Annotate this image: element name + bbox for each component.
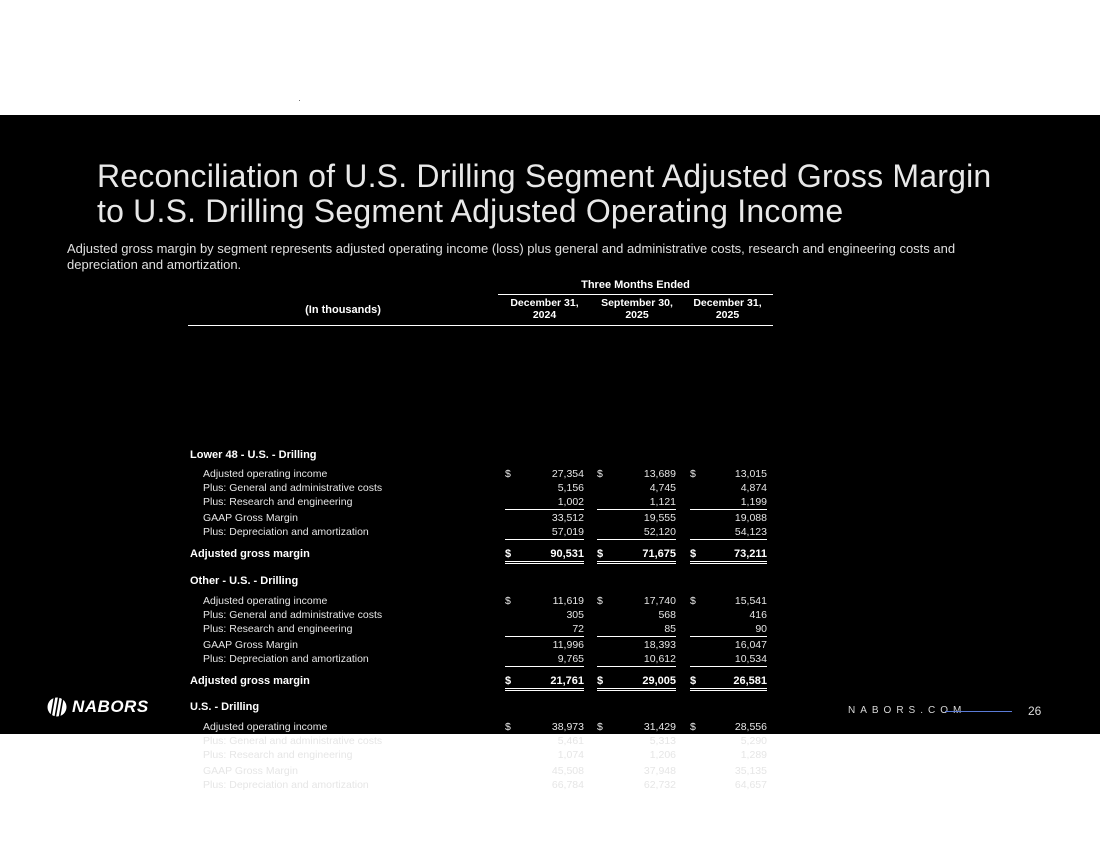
cell-value: 54,123 bbox=[690, 525, 767, 540]
cell-value: 5,290 bbox=[740, 735, 767, 747]
period-header-rule bbox=[498, 294, 773, 295]
row-label: Adjusted operating income bbox=[203, 595, 328, 607]
website-url: NABORS.COM bbox=[848, 705, 967, 716]
section-title: Other - U.S. - Drilling bbox=[190, 575, 299, 587]
cell-value: 305 bbox=[566, 609, 584, 621]
row-label: Plus: Research and engineering bbox=[203, 623, 353, 635]
row-label: Plus: Research and engineering bbox=[203, 749, 353, 761]
cell-value: 27,354 bbox=[551, 468, 584, 480]
nabors-logo-mark-icon bbox=[47, 697, 67, 717]
cell-value: 5,313 bbox=[649, 735, 676, 747]
cell-value: 52,120 bbox=[597, 525, 676, 540]
cell-value: 10,534 bbox=[690, 652, 767, 667]
table-row bbox=[188, 594, 773, 608]
cell-value: 28,556 bbox=[734, 721, 767, 733]
cell-value: 18,393 bbox=[643, 639, 676, 651]
total-value: 90,531 bbox=[505, 547, 584, 564]
cell-value: 416 bbox=[749, 609, 767, 621]
row-label: Plus: Research and engineering bbox=[203, 496, 353, 508]
cell-value: 10,612 bbox=[597, 652, 676, 667]
cell-value: 90 bbox=[690, 622, 767, 637]
cell-value: 45,508 bbox=[551, 765, 584, 777]
table-row bbox=[188, 511, 773, 525]
row-label: Plus: Depreciation and amortization bbox=[203, 653, 369, 665]
cell-value: 4,745 bbox=[649, 482, 676, 494]
cell-value: 35,135 bbox=[734, 765, 767, 777]
footer-accent-line bbox=[945, 711, 1012, 712]
cell-value: 9,765 bbox=[505, 652, 584, 667]
currency-symbol: $ bbox=[597, 721, 603, 733]
column-header bbox=[688, 297, 767, 321]
table-row bbox=[188, 638, 773, 652]
currency-symbol: $ bbox=[690, 595, 696, 607]
currency-symbol: $ bbox=[690, 468, 696, 480]
cell-value: 1,199 bbox=[690, 495, 767, 510]
total-label: Adjusted gross margin bbox=[190, 801, 310, 813]
section-title-row bbox=[188, 448, 773, 462]
cell-value: 66,784 bbox=[505, 778, 584, 793]
currency-symbol: $ bbox=[690, 801, 697, 813]
title-line-2: to U.S. Drilling Segment Adjusted Operating Income bbox=[97, 193, 844, 229]
cell-value: 13,015 bbox=[734, 468, 767, 480]
column-header-year: 2025 bbox=[715, 309, 740, 321]
cell-value: 16,047 bbox=[734, 639, 767, 651]
header-rule bbox=[188, 325, 773, 326]
total-row bbox=[188, 674, 773, 688]
currency-symbol: $ bbox=[505, 548, 512, 560]
total-label: Adjusted gross margin bbox=[190, 675, 310, 687]
row-label: GAAP Gross Margin bbox=[203, 639, 298, 651]
column-header-month: December 31, bbox=[693, 297, 762, 309]
table-row bbox=[188, 652, 773, 666]
cell-value: 5,156 bbox=[557, 482, 584, 494]
total-label: Adjusted gross margin bbox=[190, 548, 310, 560]
cell-value: 4,874 bbox=[740, 482, 767, 494]
cell-value: 13,689 bbox=[643, 468, 676, 480]
table-row bbox=[188, 467, 773, 481]
cell-value: 19,555 bbox=[643, 512, 676, 524]
cell-value: 568 bbox=[658, 609, 676, 621]
currency-symbol: $ bbox=[597, 801, 604, 813]
section-title-row bbox=[188, 700, 773, 714]
column-header-year: 2024 bbox=[532, 309, 557, 321]
table-row bbox=[188, 778, 773, 792]
cell-value: 57,019 bbox=[505, 525, 584, 540]
currency-symbol: $ bbox=[505, 721, 511, 733]
logo-wordmark: NABORS bbox=[72, 697, 149, 716]
cell-value: 1,121 bbox=[597, 495, 676, 510]
total-value: 112,292 bbox=[505, 800, 584, 817]
row-label: Plus: General and administrative costs bbox=[203, 735, 383, 747]
cell-value: 62,732 bbox=[597, 778, 676, 793]
total-value: 29,005 bbox=[597, 674, 676, 691]
units-label: (In thousands) bbox=[305, 304, 381, 316]
currency-symbol: $ bbox=[690, 548, 697, 560]
currency-symbol: $ bbox=[505, 468, 511, 480]
page-number: 26 bbox=[1028, 704, 1042, 718]
cell-value: 11,619 bbox=[552, 595, 584, 607]
currency-symbol: $ bbox=[505, 595, 511, 607]
currency-symbol: $ bbox=[597, 468, 603, 480]
row-label: GAAP Gross Margin bbox=[203, 765, 298, 777]
table-row bbox=[188, 481, 773, 495]
title-line-1: Reconciliation of U.S. Drilling Segment Adjusted Gross Margin bbox=[97, 158, 992, 194]
cell-value: 72 bbox=[505, 622, 584, 637]
cell-value: 1,289 bbox=[690, 748, 767, 763]
currency-symbol: $ bbox=[690, 721, 696, 733]
cell-value: 1,002 bbox=[505, 495, 584, 510]
row-label: Adjusted operating income bbox=[203, 468, 328, 480]
section-title: U.S. - Drilling bbox=[190, 701, 260, 713]
column-header-month: September 30, bbox=[601, 297, 673, 309]
section-title-row bbox=[188, 574, 773, 588]
total-row bbox=[188, 800, 773, 814]
row-label: Plus: Depreciation and amortization bbox=[203, 526, 369, 538]
currency-symbol: $ bbox=[505, 675, 512, 687]
table-row bbox=[188, 608, 773, 622]
currency-symbol: $ bbox=[597, 675, 604, 687]
cell-value: 17,740 bbox=[643, 595, 676, 607]
cell-value: 1,206 bbox=[597, 748, 676, 763]
table-row bbox=[188, 748, 773, 762]
total-value: 26,581 bbox=[690, 674, 767, 691]
cell-value: 5,461 bbox=[557, 735, 584, 747]
currency-symbol: $ bbox=[505, 801, 512, 813]
cell-value: 33,512 bbox=[551, 512, 584, 524]
row-label: Plus: Depreciation and amortization bbox=[203, 779, 369, 791]
total-value: 21,761 bbox=[505, 674, 584, 691]
period-header: Three Months Ended bbox=[581, 279, 690, 291]
cell-value: 85 bbox=[597, 622, 676, 637]
total-value: 100,680 bbox=[597, 800, 676, 817]
total-value: 99,792 bbox=[690, 800, 767, 817]
cell-value: 37,948 bbox=[643, 765, 676, 777]
cell-value: 11,996 bbox=[552, 639, 584, 651]
table-row bbox=[188, 764, 773, 778]
row-label: GAAP Gross Margin bbox=[203, 512, 298, 524]
total-row bbox=[188, 547, 773, 561]
slide-subtitle: Adjusted gross margin by segment represents adjusted operating income (loss) plus general and administrative costs, research and engineering costs and depreciation and amortization. bbox=[67, 241, 956, 272]
table-row bbox=[188, 622, 773, 636]
section-title: Lower 48 - U.S. - Drilling bbox=[190, 449, 317, 461]
total-value: 73,211 bbox=[690, 547, 767, 564]
stray-dot bbox=[299, 100, 300, 101]
total-value: 71,675 bbox=[597, 547, 676, 564]
row-label: Plus: General and administrative costs bbox=[203, 482, 383, 494]
table-row bbox=[188, 734, 773, 748]
slide bbox=[0, 115, 1100, 813]
table-row bbox=[188, 525, 773, 539]
currency-symbol: $ bbox=[597, 595, 603, 607]
slide-title bbox=[97, 159, 991, 229]
cell-value: 19,088 bbox=[734, 512, 767, 524]
nabors-logo bbox=[47, 697, 149, 717]
column-header bbox=[505, 297, 584, 321]
cell-value: 64,657 bbox=[690, 778, 767, 793]
cell-value: 15,541 bbox=[734, 595, 767, 607]
cell-value: 31,429 bbox=[643, 721, 676, 733]
cell-value: 1,074 bbox=[505, 748, 584, 763]
column-header-year: 2025 bbox=[625, 309, 649, 321]
row-label: Plus: General and administrative costs bbox=[203, 609, 383, 621]
table-row bbox=[188, 720, 773, 734]
row-label: Adjusted operating income bbox=[203, 721, 328, 733]
column-header-month: December 31, bbox=[510, 297, 579, 309]
currency-symbol: $ bbox=[690, 675, 697, 687]
column-header bbox=[594, 297, 680, 321]
table-row bbox=[188, 495, 773, 509]
cell-value: 38,973 bbox=[551, 721, 584, 733]
currency-symbol: $ bbox=[597, 548, 604, 560]
